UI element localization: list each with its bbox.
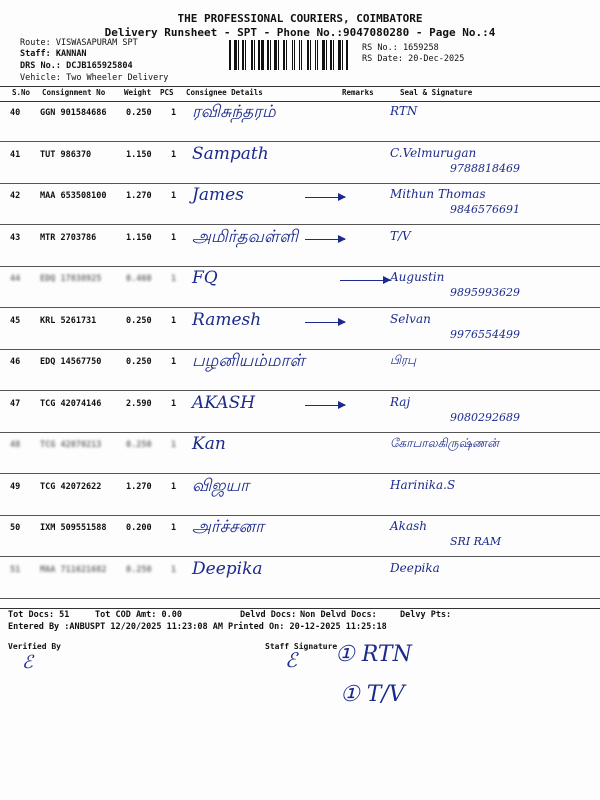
row-consignment-no: TCG 42074146 [40, 398, 102, 409]
row-consignment-no: KRL 5261731 [40, 315, 97, 326]
barcode-bar [251, 40, 253, 70]
signature-handwriting: பிரபு [390, 353, 417, 367]
footer-note-rtn: ① RTN [335, 642, 412, 667]
consignee-handwriting: AKASH [192, 392, 256, 413]
col-consignment: Consignment No [42, 88, 106, 97]
signature-handwriting: Raj [390, 394, 411, 409]
barcode-bar [288, 40, 291, 70]
row-consignment-no: IXM 509551588 [40, 523, 107, 533]
row-weight: 0.460 [126, 274, 152, 284]
arrow-mark [305, 239, 345, 240]
consignee-handwriting: விஜயா [192, 475, 249, 496]
row-weight: 0.250 [126, 357, 152, 367]
consignee-handwriting: Deepika [192, 558, 263, 579]
signature-handwriting: Akash [390, 519, 427, 533]
barcode-bar [265, 40, 266, 70]
consignee-handwriting: பழனியம்மாள் [192, 351, 305, 371]
arrow-mark [305, 405, 345, 406]
row-sno: 50 [10, 523, 21, 533]
barcode-bar [310, 40, 311, 70]
row-consignment-no: MAA 653508100 [40, 191, 107, 201]
barcode-bar [245, 40, 246, 70]
consignee-handwriting: அமிர்தவள்ளி [192, 226, 298, 247]
consignee-handwriting: Kan [192, 434, 226, 454]
row-consignment-no: TCG 42072622 [40, 481, 102, 492]
barcode-bar [272, 40, 273, 70]
row-sno: 47 [10, 398, 21, 409]
col-pcs: PCS [160, 88, 174, 97]
row-weight: 0.200 [126, 523, 152, 533]
row-pcs: 1 [171, 232, 177, 243]
barcode-bar [258, 40, 260, 70]
row-pcs: 1 [171, 108, 177, 118]
route-line: Route: VISWASAPURAM SPT [20, 38, 138, 48]
col-weight: Weight [124, 88, 152, 97]
signature-handwriting: கோபாலகிருஷ்ணன் [390, 436, 499, 450]
signature-phone: 9846576691 [450, 203, 520, 216]
barcode-bar [312, 40, 314, 70]
row-pcs: 1 [171, 398, 177, 409]
row-consignment-no: TCG 42070213 [40, 440, 102, 450]
barcode-bar [232, 40, 233, 70]
barcode-bar [307, 40, 309, 70]
signature-handwriting: C.Velmurugan [390, 145, 477, 160]
signature-phone: 9788818469 [450, 161, 520, 175]
barcode-bar [229, 40, 231, 70]
consignee-handwriting: அர்ச்சனா [192, 517, 264, 537]
barcode-bar [338, 40, 341, 70]
row-sno: 44 [10, 274, 21, 284]
row-consignment-no: GGN 901584686 [40, 108, 107, 118]
row-sno: 43 [10, 232, 21, 243]
signature-handwriting: RTN [390, 104, 418, 118]
verified-by-label: Verified By [8, 642, 61, 651]
signature-phone: SRI RAM [450, 535, 502, 548]
barcode-bar [296, 40, 298, 70]
row-weight: 2.590 [126, 398, 152, 409]
barcode-bar [280, 40, 282, 70]
row-weight: 1.270 [126, 481, 152, 492]
row-pcs: 1 [171, 481, 177, 492]
barcode-bar [328, 40, 329, 70]
barcode-bar [283, 40, 285, 70]
drs-line: DRS No.: DCJB165925804 [20, 61, 133, 71]
row-weight: 1.150 [126, 149, 152, 160]
arrow-mark [305, 322, 345, 323]
row-sno: 46 [10, 357, 21, 367]
barcode-bar [346, 40, 348, 70]
footer-divider [0, 608, 600, 609]
barcode-bar [319, 40, 321, 70]
table-row [0, 349, 600, 391]
table-row [0, 557, 600, 599]
table-row [0, 432, 600, 474]
row-pcs: 1 [171, 274, 177, 284]
row-consignment-no: TUT 986370 [40, 149, 92, 160]
row-sno: 42 [10, 191, 21, 201]
barcode-bar [303, 40, 306, 70]
row-pcs: 1 [171, 357, 177, 367]
signature-handwriting: Mithun Thomas [390, 187, 486, 201]
staff-line: Staff: KANNAN [20, 49, 87, 59]
barcode-bar [317, 40, 318, 70]
col-remarks: Remarks [342, 88, 374, 97]
row-weight: 1.270 [126, 191, 152, 201]
staff-signature-mark: ℰ [285, 648, 298, 672]
rs-no-line: RS No.: 1659258 [362, 43, 439, 53]
barcode-bar [292, 40, 293, 70]
barcode-bar [238, 40, 239, 70]
col-consignee: Consignee Details [186, 88, 263, 97]
barcode [229, 40, 357, 70]
barcode-bar [330, 40, 332, 70]
barcode-bar [242, 40, 244, 70]
barcode-bar [333, 40, 334, 70]
barcode-bar [256, 40, 257, 70]
row-sno: 40 [10, 108, 21, 118]
signature-handwriting: Selvan [390, 311, 431, 326]
row-weight: 1.150 [126, 232, 152, 243]
row-sno: 45 [10, 315, 21, 326]
row-weight: 0.250 [126, 564, 152, 575]
row-weight: 0.250 [126, 440, 152, 450]
row-sno: 49 [10, 481, 21, 492]
arrow-mark [340, 280, 390, 281]
row-pcs: 1 [171, 149, 177, 160]
barcode-bar [270, 40, 271, 70]
barcode-bar [234, 40, 237, 70]
barcode-bar [278, 40, 279, 70]
barcode-bar [286, 40, 287, 70]
table-row [0, 142, 600, 184]
row-consignment-no: EDQ 17838925 [40, 274, 102, 284]
runsheet-title: Delivery Runsheet - SPT - Phone No.:9047080280 - Page No.:4 [104, 26, 496, 39]
row-sno: 41 [10, 149, 21, 160]
table-row [0, 225, 600, 267]
signature-phone: 9895993629 [450, 286, 520, 299]
row-pcs: 1 [171, 315, 177, 326]
arrow-mark [305, 197, 345, 198]
barcode-bar [247, 40, 250, 70]
col-signature: Seal & Signature [400, 88, 473, 97]
barcode-bar [294, 40, 295, 70]
table-row [0, 183, 600, 225]
table-row [0, 266, 600, 308]
barcode-bar [342, 40, 343, 70]
staff-signature-label: Staff Signature [265, 642, 338, 651]
barcode-bar [344, 40, 345, 70]
row-consignment-no: MAA 711621682 [40, 564, 107, 575]
barcode-bar [322, 40, 325, 70]
company-title: THE PROFESSIONAL COURIERS, COIMBATORE [177, 12, 423, 25]
rs-date-line: RS Date: 20-Dec-2025 [362, 54, 465, 64]
row-weight: 0.250 [126, 315, 152, 326]
signature-handwriting: Harinika.S [390, 477, 456, 492]
signature-phone: 9976554499 [450, 327, 520, 341]
consignee-handwriting: Ramesh [192, 309, 262, 330]
row-pcs: 1 [171, 191, 177, 201]
consignee-handwriting: Sampath [192, 143, 269, 164]
barcode-bar [274, 40, 277, 70]
signature-handwriting: Augustin [390, 270, 445, 284]
barcode-bar [254, 40, 255, 70]
barcode-bar [301, 40, 302, 70]
row-pcs: 1 [171, 564, 177, 575]
row-pcs: 1 [171, 523, 177, 533]
barcode-bar [267, 40, 269, 70]
table-row [0, 474, 600, 516]
row-consignment-no: MTR 2703786 [40, 232, 97, 243]
row-consignment-no: EDQ 14567750 [40, 357, 102, 367]
consignee-handwriting: FQ [192, 268, 218, 288]
barcode-bar [299, 40, 300, 70]
barcode-bar [315, 40, 316, 70]
vehicle-line: Vehicle: Two Wheeler Delivery [20, 73, 169, 83]
table-row [0, 391, 600, 433]
table-row [0, 308, 600, 350]
barcode-bar [326, 40, 327, 70]
footer-entered-line: Entered By :ANBUSPT 12/20/2025 11:23:08 AM Printed On: 20-12-2025 11:25:18 [8, 622, 387, 632]
row-sno: 48 [10, 440, 21, 450]
row-sno: 51 [10, 564, 21, 575]
signature-handwriting: Deepika [390, 560, 440, 575]
signature-phone: 9080292689 [450, 410, 520, 424]
row-weight: 0.250 [126, 108, 152, 118]
table-row [0, 515, 600, 557]
col-sno: S.No [12, 88, 31, 97]
table-row [0, 100, 600, 142]
footer-note-tiv: ① T/V [340, 682, 405, 707]
consignee-handwriting: James [192, 185, 244, 205]
barcode-bar [240, 40, 241, 70]
barcode-bar [261, 40, 264, 70]
verified-signature: ℰ [22, 652, 33, 673]
consignee-handwriting: ரவிசுந்தரம் [192, 102, 276, 122]
signature-handwriting: T/V [390, 228, 411, 243]
barcode-bar [335, 40, 337, 70]
row-pcs: 1 [171, 440, 177, 450]
